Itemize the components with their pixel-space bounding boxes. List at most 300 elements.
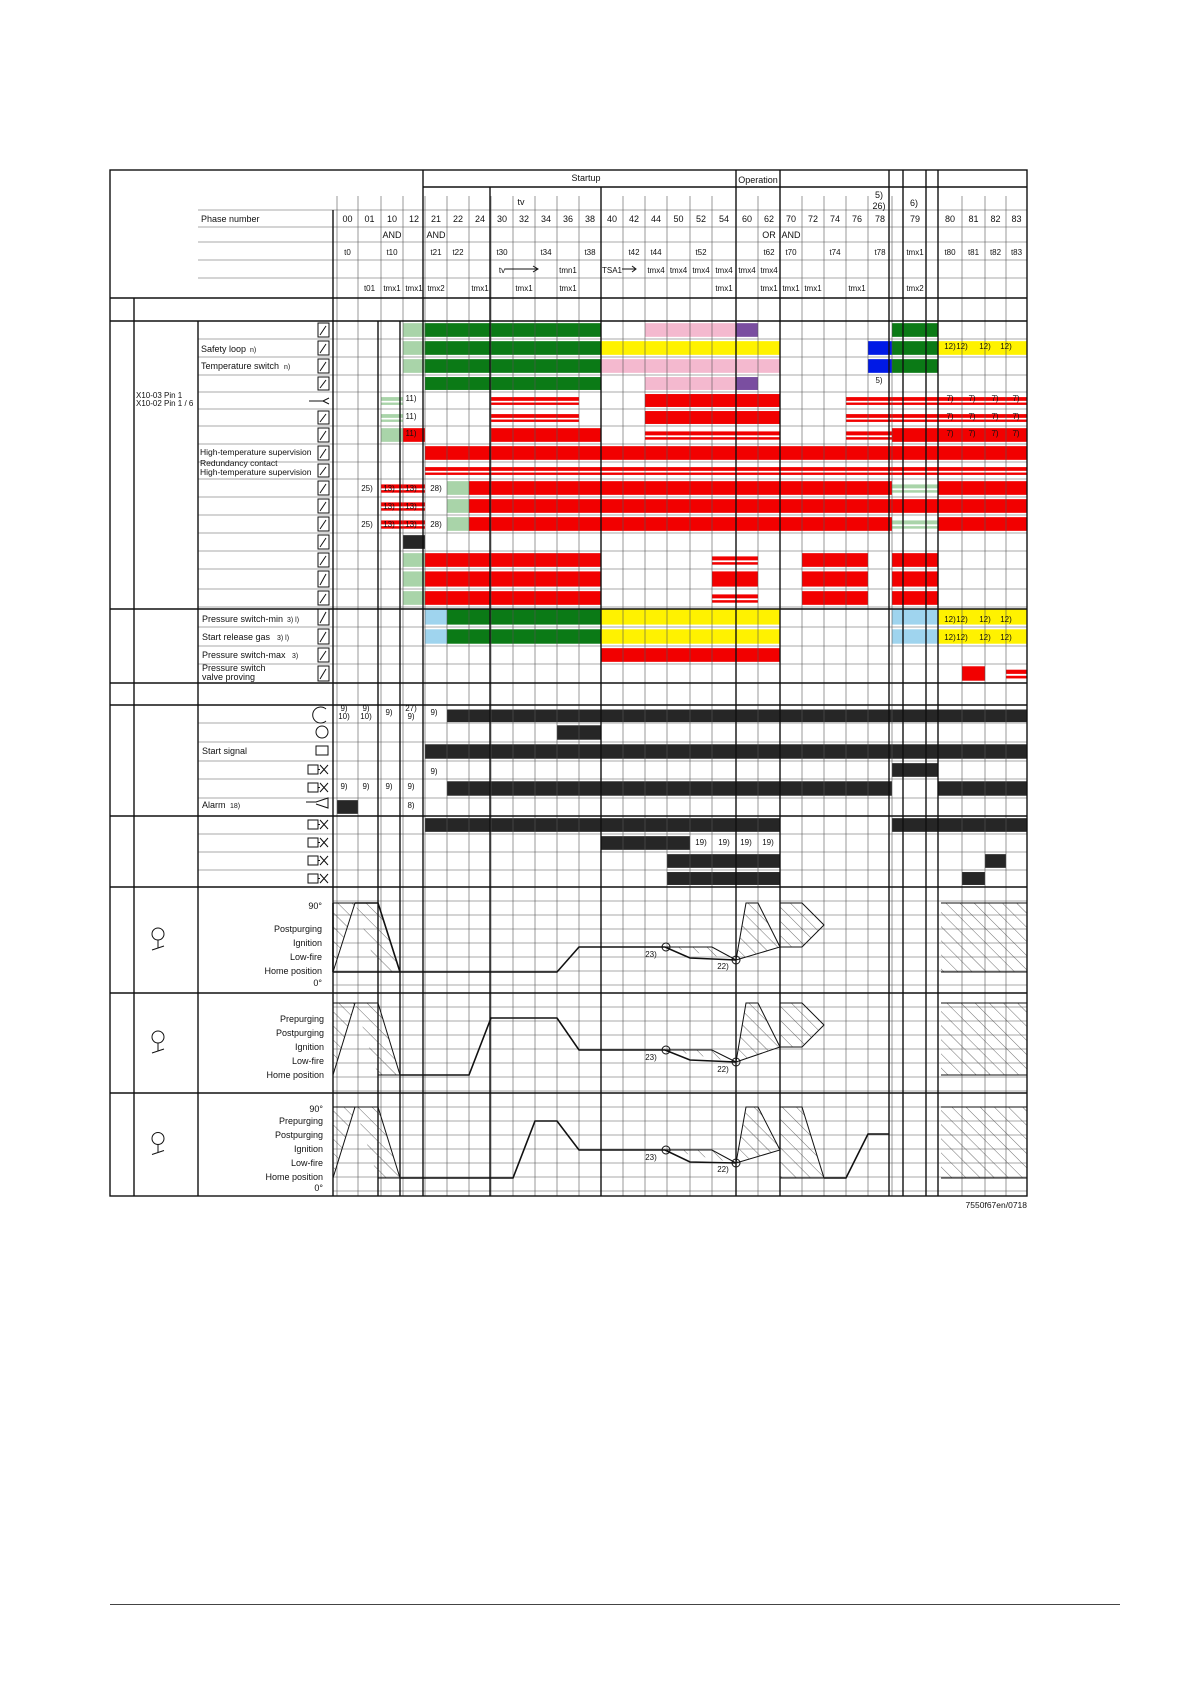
time-label: tmx2 bbox=[427, 284, 445, 293]
hatched-area bbox=[736, 1003, 780, 1062]
bar-red bbox=[846, 414, 892, 418]
footnote: 9) bbox=[385, 782, 393, 791]
footnote: 12) bbox=[979, 615, 991, 624]
phase-number: 60 bbox=[741, 214, 753, 224]
bar-green bbox=[892, 323, 938, 337]
phase-number: 34 bbox=[540, 214, 552, 224]
bar-red bbox=[938, 446, 1027, 460]
footnote: 7) bbox=[946, 394, 954, 403]
footnote: 19) bbox=[740, 838, 752, 847]
actuator-label: 0° bbox=[313, 978, 322, 988]
fan-icon bbox=[313, 707, 326, 723]
phase-number: 44 bbox=[650, 214, 662, 224]
footnote: 13) bbox=[405, 502, 417, 511]
bar-red bbox=[712, 594, 758, 598]
bar-red bbox=[1006, 676, 1027, 679]
bar-pink bbox=[645, 377, 736, 390]
time-label: t81 bbox=[967, 248, 980, 257]
row-label: Pressure switch-max bbox=[202, 650, 286, 660]
bar-red bbox=[846, 431, 892, 435]
row-label: X10-03 Pin 1 bbox=[136, 391, 183, 400]
bar-red bbox=[938, 473, 1027, 475]
actuator-icon bbox=[152, 940, 164, 950]
footnote: 11) bbox=[405, 394, 417, 403]
bar-red bbox=[645, 431, 780, 435]
footnote: 7) bbox=[946, 412, 954, 421]
bar-red bbox=[712, 600, 758, 603]
footnote: 27) bbox=[405, 704, 417, 713]
bar-red bbox=[938, 481, 1027, 495]
hatched-area bbox=[736, 903, 780, 960]
time-label: t83 bbox=[1010, 248, 1023, 257]
arrow bbox=[622, 266, 636, 272]
bar-red bbox=[802, 571, 868, 586]
footnote: 22) bbox=[717, 1165, 729, 1174]
actuator-icon bbox=[152, 1145, 164, 1155]
footnote: 7) bbox=[1012, 412, 1020, 421]
time-label: tmx4 bbox=[692, 266, 710, 275]
bar-light-green bbox=[447, 481, 469, 495]
time-label: t80 bbox=[944, 248, 956, 257]
valve-icon bbox=[318, 874, 328, 883]
switch-icon bbox=[320, 344, 326, 353]
bar-yellow bbox=[601, 609, 780, 624]
plug-icon bbox=[309, 398, 329, 404]
footnote: 11) bbox=[405, 412, 417, 421]
footnote: 12) bbox=[1000, 615, 1012, 624]
bar-red bbox=[712, 556, 758, 560]
bar-light-blue bbox=[425, 629, 447, 643]
time-label: tmx1 bbox=[782, 284, 800, 293]
footnote: 13) bbox=[405, 484, 417, 493]
bar-black bbox=[425, 818, 780, 832]
valve-icon bbox=[318, 765, 328, 774]
footnote: 7) bbox=[946, 429, 954, 438]
bar-red bbox=[1006, 670, 1027, 674]
valve-icon bbox=[308, 765, 318, 774]
bar-red bbox=[601, 648, 780, 662]
phase-number: 30 bbox=[496, 214, 508, 224]
bar-red bbox=[469, 499, 892, 513]
startup-title: Startup bbox=[571, 173, 601, 183]
valve-icon bbox=[318, 838, 328, 847]
hatched-area bbox=[780, 903, 824, 947]
time-label: t82 bbox=[989, 248, 1002, 257]
bar-light-blue bbox=[425, 609, 447, 624]
footnote: 12) bbox=[956, 615, 968, 624]
actuator-label: Ignition bbox=[293, 1144, 323, 1154]
time-label: t10 bbox=[386, 248, 398, 257]
alarm-icon bbox=[306, 798, 328, 808]
phase-number: 54 bbox=[718, 214, 730, 224]
footnote: 12) bbox=[956, 342, 968, 351]
bar-red bbox=[892, 473, 938, 475]
bar-red bbox=[892, 499, 938, 513]
bar-light-green bbox=[892, 520, 938, 524]
bar-black bbox=[447, 781, 892, 795]
bar-light-green bbox=[403, 553, 425, 567]
bar-black bbox=[938, 710, 1027, 723]
switch-icon bbox=[320, 414, 326, 422]
switch-icon bbox=[320, 612, 326, 623]
phase-number: 83 bbox=[1011, 214, 1022, 224]
bar-red bbox=[962, 666, 985, 680]
actuator-label: 90° bbox=[309, 1104, 323, 1114]
time-label: tmx1 bbox=[559, 284, 577, 293]
footnote: 12) bbox=[944, 342, 956, 351]
bar-red bbox=[892, 571, 938, 586]
page-footer-rule bbox=[110, 1604, 1120, 1605]
bar-red bbox=[645, 411, 780, 424]
footnote: 11) bbox=[405, 429, 417, 438]
bar-red bbox=[938, 499, 1027, 513]
bar-black bbox=[962, 872, 985, 885]
time-label: tmx1 bbox=[906, 248, 924, 257]
footnote: 10) bbox=[338, 712, 350, 721]
hatched-area bbox=[941, 1003, 1027, 1075]
bar-red bbox=[425, 467, 892, 471]
footnote: 12) bbox=[1000, 342, 1012, 351]
bar-light-green bbox=[892, 490, 938, 493]
footnote: 13) bbox=[383, 502, 395, 511]
bar-red bbox=[712, 571, 758, 586]
bar-black bbox=[447, 710, 892, 723]
bar-light-green bbox=[892, 484, 938, 488]
footnote: 9) bbox=[430, 767, 438, 776]
bar-black bbox=[667, 854, 780, 868]
footnote: 12) bbox=[944, 633, 956, 642]
bar-red bbox=[892, 414, 938, 418]
ignition-icon bbox=[316, 726, 328, 738]
phase-number: 74 bbox=[829, 214, 841, 224]
phase-number: 72 bbox=[807, 214, 819, 224]
bar-red bbox=[892, 446, 938, 460]
actuator-label: Home position bbox=[266, 1070, 324, 1080]
bar-black bbox=[892, 710, 938, 723]
time-label: tmx1 bbox=[383, 284, 401, 293]
actuator-label: Prepurging bbox=[278, 1116, 323, 1126]
row-label: 3) l) bbox=[287, 617, 300, 624]
actuator-label: 0° bbox=[314, 1183, 323, 1193]
phase-number: 76 bbox=[851, 214, 863, 224]
actuator-label: Postpurging bbox=[273, 924, 322, 934]
bar-black bbox=[938, 781, 1027, 795]
time-label: t62 bbox=[763, 248, 775, 257]
phase-number: 42 bbox=[628, 214, 640, 224]
footnote: 9) bbox=[430, 708, 438, 717]
time-label: t22 bbox=[452, 248, 464, 257]
document-code: 7550f67en/0718 bbox=[965, 1200, 1027, 1210]
footnote: 5) bbox=[875, 376, 883, 385]
bar-black bbox=[892, 744, 938, 758]
bar-red bbox=[892, 591, 938, 605]
footnote: 23) bbox=[645, 950, 657, 959]
bar-red bbox=[645, 437, 780, 440]
footnote: 19) bbox=[718, 838, 730, 847]
footnote: 9) bbox=[340, 782, 348, 791]
bar-light-green bbox=[892, 526, 938, 529]
bar-green bbox=[892, 341, 938, 355]
footnote: 7) bbox=[1012, 394, 1020, 403]
row-label: Start release gas bbox=[202, 632, 271, 642]
bar-red bbox=[846, 403, 892, 405]
switch-icon bbox=[320, 538, 326, 547]
phase-number: 12 bbox=[408, 214, 420, 224]
valve-icon bbox=[308, 838, 318, 847]
row-label: 3) l) bbox=[277, 635, 290, 642]
time-label: t34 bbox=[540, 248, 552, 257]
phase-number: 79 bbox=[909, 214, 921, 224]
time-label: t21 bbox=[430, 248, 442, 257]
bar-purple bbox=[736, 323, 758, 337]
footnote: 9) bbox=[385, 708, 393, 717]
valve-icon bbox=[308, 874, 318, 883]
bar-red bbox=[892, 428, 938, 442]
hatched-area bbox=[333, 903, 355, 972]
bar-black bbox=[667, 872, 780, 885]
logic-label: AND bbox=[781, 230, 801, 240]
bar-red bbox=[846, 437, 892, 440]
row-label: Temperature switch bbox=[201, 361, 280, 371]
time-label: tmn1 bbox=[559, 266, 577, 275]
phase-number: 62 bbox=[763, 214, 775, 224]
phase-number: 36 bbox=[562, 214, 574, 224]
bar-red bbox=[802, 591, 868, 605]
phase-number: 78 bbox=[874, 214, 886, 224]
bar-light-blue bbox=[892, 629, 938, 643]
bar-yellow bbox=[601, 629, 780, 643]
hatched-area bbox=[333, 1107, 355, 1178]
time-label: tmx1 bbox=[515, 284, 533, 293]
footnote: 13) bbox=[383, 484, 395, 493]
bar-light-green bbox=[447, 499, 469, 513]
footnote: 7) bbox=[991, 394, 999, 403]
start-signal-icon bbox=[316, 746, 328, 755]
actuator-label: Low-fire bbox=[289, 952, 322, 962]
phase-number: 22 bbox=[452, 214, 464, 224]
time-label: t42 bbox=[628, 248, 640, 257]
actuator-label: Low-fire bbox=[291, 1056, 324, 1066]
valve-icon bbox=[308, 783, 318, 792]
hatched-area bbox=[333, 1003, 355, 1075]
footnote: 22) bbox=[717, 962, 729, 971]
bar-red bbox=[425, 446, 892, 460]
time-label: tmx4 bbox=[647, 266, 665, 275]
footnote: 28) bbox=[430, 484, 442, 493]
tv-label: tv bbox=[517, 197, 525, 207]
time-label: tmx4 bbox=[760, 266, 778, 275]
logic-label: OR bbox=[762, 230, 776, 240]
actuator-line bbox=[400, 1018, 736, 1075]
time-label: tmx4 bbox=[669, 266, 688, 275]
actuator-label: Ignition bbox=[294, 1042, 324, 1052]
hatched-area bbox=[355, 1003, 400, 1075]
footnote: 23) bbox=[645, 1053, 657, 1062]
time-label: t01 bbox=[363, 284, 376, 293]
bar-red bbox=[846, 517, 892, 531]
phase-number: 32 bbox=[518, 214, 530, 224]
valve-icon bbox=[318, 820, 328, 829]
bar-black bbox=[601, 836, 690, 850]
footnote: 7) bbox=[991, 429, 999, 438]
footnote: 25) bbox=[361, 520, 373, 529]
footnote: 9) bbox=[407, 712, 415, 721]
phase-number: 52 bbox=[695, 214, 707, 224]
bar-red bbox=[892, 420, 938, 422]
row-label: Pressure switch-min bbox=[202, 614, 284, 624]
footnote: 7) bbox=[968, 429, 976, 438]
footnote: 12) bbox=[944, 615, 956, 624]
footnote: 7) bbox=[1012, 429, 1020, 438]
actuator-label: Home position bbox=[265, 1172, 323, 1182]
footnote: 12) bbox=[979, 633, 991, 642]
bar-red bbox=[469, 517, 846, 531]
bar-black bbox=[985, 854, 1006, 868]
actuator-label: 90° bbox=[308, 901, 322, 911]
switch-icon bbox=[320, 467, 326, 475]
footnote: 9) bbox=[362, 704, 370, 713]
actuator-label: Postpurging bbox=[275, 1028, 324, 1038]
footnote: 12) bbox=[1000, 633, 1012, 642]
actuator-icon bbox=[152, 928, 164, 940]
time-label: tmx1 bbox=[848, 284, 866, 293]
time-label: tmx1 bbox=[405, 284, 423, 293]
note: 5) bbox=[874, 190, 884, 200]
phase-number: 21 bbox=[430, 214, 442, 224]
row-label: Safety loop bbox=[201, 344, 247, 354]
bar-light-green bbox=[403, 571, 425, 586]
phase-number: 24 bbox=[474, 214, 486, 224]
logic-label: AND bbox=[426, 230, 446, 240]
phase-label: Phase number bbox=[201, 214, 260, 224]
actuator-line bbox=[824, 1134, 889, 1178]
row-label: Alarm bbox=[202, 800, 226, 810]
phase-number: 10 bbox=[386, 214, 398, 224]
row-label: Pressure switch bbox=[202, 663, 266, 673]
footnote: 9) bbox=[340, 704, 348, 713]
footnote: 28) bbox=[430, 520, 442, 529]
footnote: 19) bbox=[762, 838, 774, 847]
note: 26) bbox=[872, 201, 886, 211]
switch-icon bbox=[320, 380, 326, 388]
phase-number: 40 bbox=[606, 214, 618, 224]
footnote: 13) bbox=[405, 520, 417, 529]
status-bars bbox=[337, 323, 1027, 885]
footnote: 9) bbox=[407, 782, 415, 791]
time-label: tmx4 bbox=[715, 266, 733, 275]
row-label: Redundancy contact bbox=[200, 458, 278, 468]
hatched-area bbox=[780, 1003, 824, 1047]
bar-red bbox=[938, 517, 1027, 531]
bar-red bbox=[469, 481, 892, 495]
footnote: 13) bbox=[383, 520, 395, 529]
actuator-label: Postpurging bbox=[274, 1130, 323, 1140]
hatched-area bbox=[355, 903, 400, 972]
phase-number: 70 bbox=[785, 214, 797, 224]
switch-icon bbox=[320, 431, 326, 440]
switch-icon bbox=[320, 502, 326, 511]
actuator-label: Ignition bbox=[292, 938, 322, 948]
bar-red bbox=[491, 428, 601, 442]
phase-number: 82 bbox=[990, 214, 1001, 224]
row-label: Start signal bbox=[202, 746, 248, 756]
valve-icon bbox=[318, 783, 328, 792]
row-label: n) bbox=[284, 364, 291, 371]
bar-black bbox=[938, 818, 1027, 832]
hatched-area bbox=[941, 903, 1027, 972]
bar-red bbox=[892, 403, 938, 405]
logic-label: AND bbox=[382, 230, 402, 240]
time-label: t52 bbox=[695, 248, 707, 257]
switch-icon bbox=[320, 651, 326, 660]
time-label: t44 bbox=[650, 248, 662, 257]
row-label: 3) bbox=[292, 653, 299, 660]
actuator-label: Low-fire bbox=[290, 1158, 323, 1168]
time-label: tmx1 bbox=[715, 284, 733, 293]
time-label: t78 bbox=[874, 248, 886, 257]
bar-black bbox=[892, 818, 938, 832]
time-label: tmx1 bbox=[804, 284, 822, 293]
switch-icon bbox=[320, 556, 326, 565]
footnote: 10) bbox=[360, 712, 372, 721]
switch-icon bbox=[320, 632, 326, 642]
bar-black bbox=[403, 535, 425, 549]
switch-icon bbox=[320, 326, 326, 335]
footnote: 7) bbox=[968, 412, 976, 421]
bar-black bbox=[892, 763, 938, 777]
bar-green bbox=[447, 629, 601, 643]
operation-title: Operation bbox=[738, 175, 778, 185]
switch-icon bbox=[320, 449, 326, 458]
hatched-area bbox=[355, 1107, 400, 1178]
bar-black bbox=[938, 744, 1027, 758]
bar-pink bbox=[601, 359, 780, 373]
actuator-label: Home position bbox=[264, 966, 322, 976]
phase-number: 38 bbox=[584, 214, 596, 224]
arrow bbox=[505, 266, 538, 272]
bar-light-blue bbox=[892, 609, 938, 624]
bar-red bbox=[846, 397, 892, 401]
bar-green bbox=[447, 609, 601, 624]
bar-light-green bbox=[403, 359, 425, 373]
footnote: 9) bbox=[362, 782, 370, 791]
switch-icon bbox=[320, 484, 326, 493]
footnote: 12) bbox=[979, 342, 991, 351]
row-label: X10-02 Pin 1 / 6 bbox=[136, 399, 194, 408]
bar-purple bbox=[736, 377, 758, 390]
footnote: 12) bbox=[956, 633, 968, 642]
bar-pink bbox=[645, 323, 736, 337]
time-label: t38 bbox=[584, 248, 596, 257]
time-label: tmx1 bbox=[471, 284, 489, 293]
footnote: 7) bbox=[968, 394, 976, 403]
switch-icon bbox=[320, 669, 326, 679]
footnote: 25) bbox=[361, 484, 373, 493]
footnote: 22) bbox=[717, 1065, 729, 1074]
footnote: 23) bbox=[645, 1153, 657, 1162]
switch-icon bbox=[320, 520, 326, 529]
phase-number: 81 bbox=[968, 214, 979, 224]
footnote: 8) bbox=[407, 801, 415, 810]
time-label: t74 bbox=[829, 248, 841, 257]
phase-number: 50 bbox=[673, 214, 684, 224]
valve-icon bbox=[308, 856, 318, 865]
bar-green bbox=[892, 359, 938, 373]
phase-number: 01 bbox=[364, 214, 375, 224]
bar-red bbox=[892, 553, 938, 567]
footnote: 19) bbox=[695, 838, 707, 847]
time-label: tmx2 bbox=[906, 284, 924, 293]
